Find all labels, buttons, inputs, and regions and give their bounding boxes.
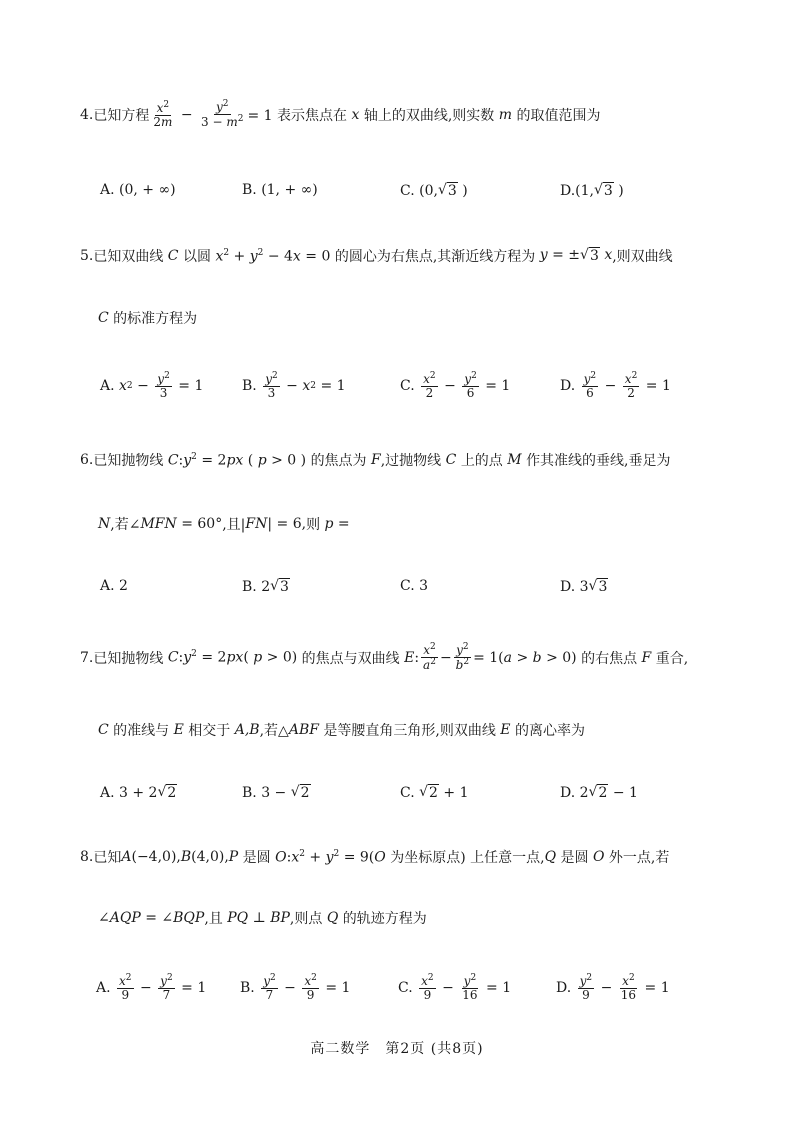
q6-option-d: D. 3 √ 3: [560, 578, 608, 595]
q6-number: 6.: [80, 452, 94, 468]
q5-option-b: B. $\frac{y^2}{3}$ − x 2 = 1: [242, 371, 346, 401]
q7-option-c: C. √ 2 + 1: [400, 784, 469, 801]
q4-number: 4.: [80, 106, 94, 123]
q6-option-c: C. 3: [400, 578, 429, 594]
q4-option-a: A. (0, + ∞): [100, 182, 176, 198]
q5-option-a: A. x 2 − $\frac{y^2}{3}$ = 1: [100, 371, 204, 401]
q4-stem: 4. 已知方程 $\frac{x^2}{2m}$ − $\frac{y^2}{3 - m^2}$ = 1 表示焦点在 x 轴上的双曲线,则实数 m 的取值范围为: [80, 99, 601, 130]
q8-stem-line2: ∠AQP = ∠BQP ,且 PQ ⊥ BP ,则点 Q 的轨迹方程为: [98, 910, 427, 927]
page-footer: 高二数学 第2页 (共8页): [310, 1041, 484, 1057]
q5-stem-line2: C 的标准方程为: [98, 310, 198, 327]
fraction: $\frac{y^2}{3 - m^2}$: [201, 99, 244, 130]
q4-option-c: C. (0, √ 3 ): [400, 182, 468, 199]
q8-option-c: C. $\frac{x^2}{9}$ − $\frac{y^2}{16}$ = 1: [398, 973, 512, 1003]
q7-number: 7.: [80, 649, 94, 666]
q4-option-b: B. (1, + ∞): [242, 182, 318, 198]
q5-stem-line1: 5. 已知双曲线 C 以圆 $x^2 + y^2 - 4x = 0$ 的圆心为右焦点,其渐近线方程为 y = ±√ 3 x ,则双曲线: [80, 247, 673, 265]
fraction: $\frac{x^2}{2m}$: [153, 99, 173, 129]
q4-option-d: D.(1, √ 3 ): [560, 182, 624, 199]
q7-stem-line2: C 的准线与 E 相交于 A,B ,若△ ABF 是等腰直角三角形,则双曲线 E 的离心率为: [98, 722, 585, 739]
q6-option-b: B. 2 √ 3: [242, 578, 289, 595]
q7-stem-line1: 7. 已知抛物线 $C:y^2 = 2px$( p > 0) 的焦点与双曲线 E : $\frac{x^2}{a^2}$ − $\frac{y^2}{b^2}$ = 1(a > b > 0) 的右焦点 F 重合,: [80, 642, 689, 673]
q7-option-d: D. 2 √ 2 − 1: [560, 784, 638, 801]
q6-stem-line2: N ,若∠ MFN = 60° ,且| FN| = 6, 则 p =: [98, 516, 350, 533]
q6-option-a: A. 2: [100, 578, 128, 594]
q6-stem-line1: 6. 已知抛物线 $C:y^2 = 2px$ ( p > 0 ) 的焦点为 F ,过抛物线 C 上的点 M 作其准线的垂线,垂足为: [80, 451, 671, 469]
q7-option-a: A. 3 + 2 √ 2: [100, 784, 177, 801]
q8-option-a: A. $\frac{x^2}{9}$ − $\frac{y^2}{7}$ = 1: [96, 973, 207, 1003]
q8-option-b: B. $\frac{y^2}{7}$ − $\frac{x^2}{9}$ = 1: [240, 973, 351, 1003]
q5-number: 5.: [80, 248, 94, 264]
q5-option-d: D. $\frac{y^2}{6}$ − $\frac{x^2}{2}$ = 1: [560, 371, 671, 401]
q8-number: 8.: [80, 849, 94, 865]
q7-option-b: B. 3 − √ 2: [242, 784, 310, 801]
q5-option-c: C. $\frac{x^2}{2}$ − $\frac{y^2}{6}$ = 1: [400, 371, 511, 401]
q8-stem-line1: 8. 已知 A(−4,0),B(4,0),P 是圆 $O:x^2 + y^2 = 9(O$ 为坐标原点) 上任意一点, Q 是圆 O 外一点,若: [80, 848, 670, 866]
q8-option-d: D. $\frac{y^2}{9}$ − $\frac{x^2}{16}$ = 1: [556, 973, 670, 1003]
